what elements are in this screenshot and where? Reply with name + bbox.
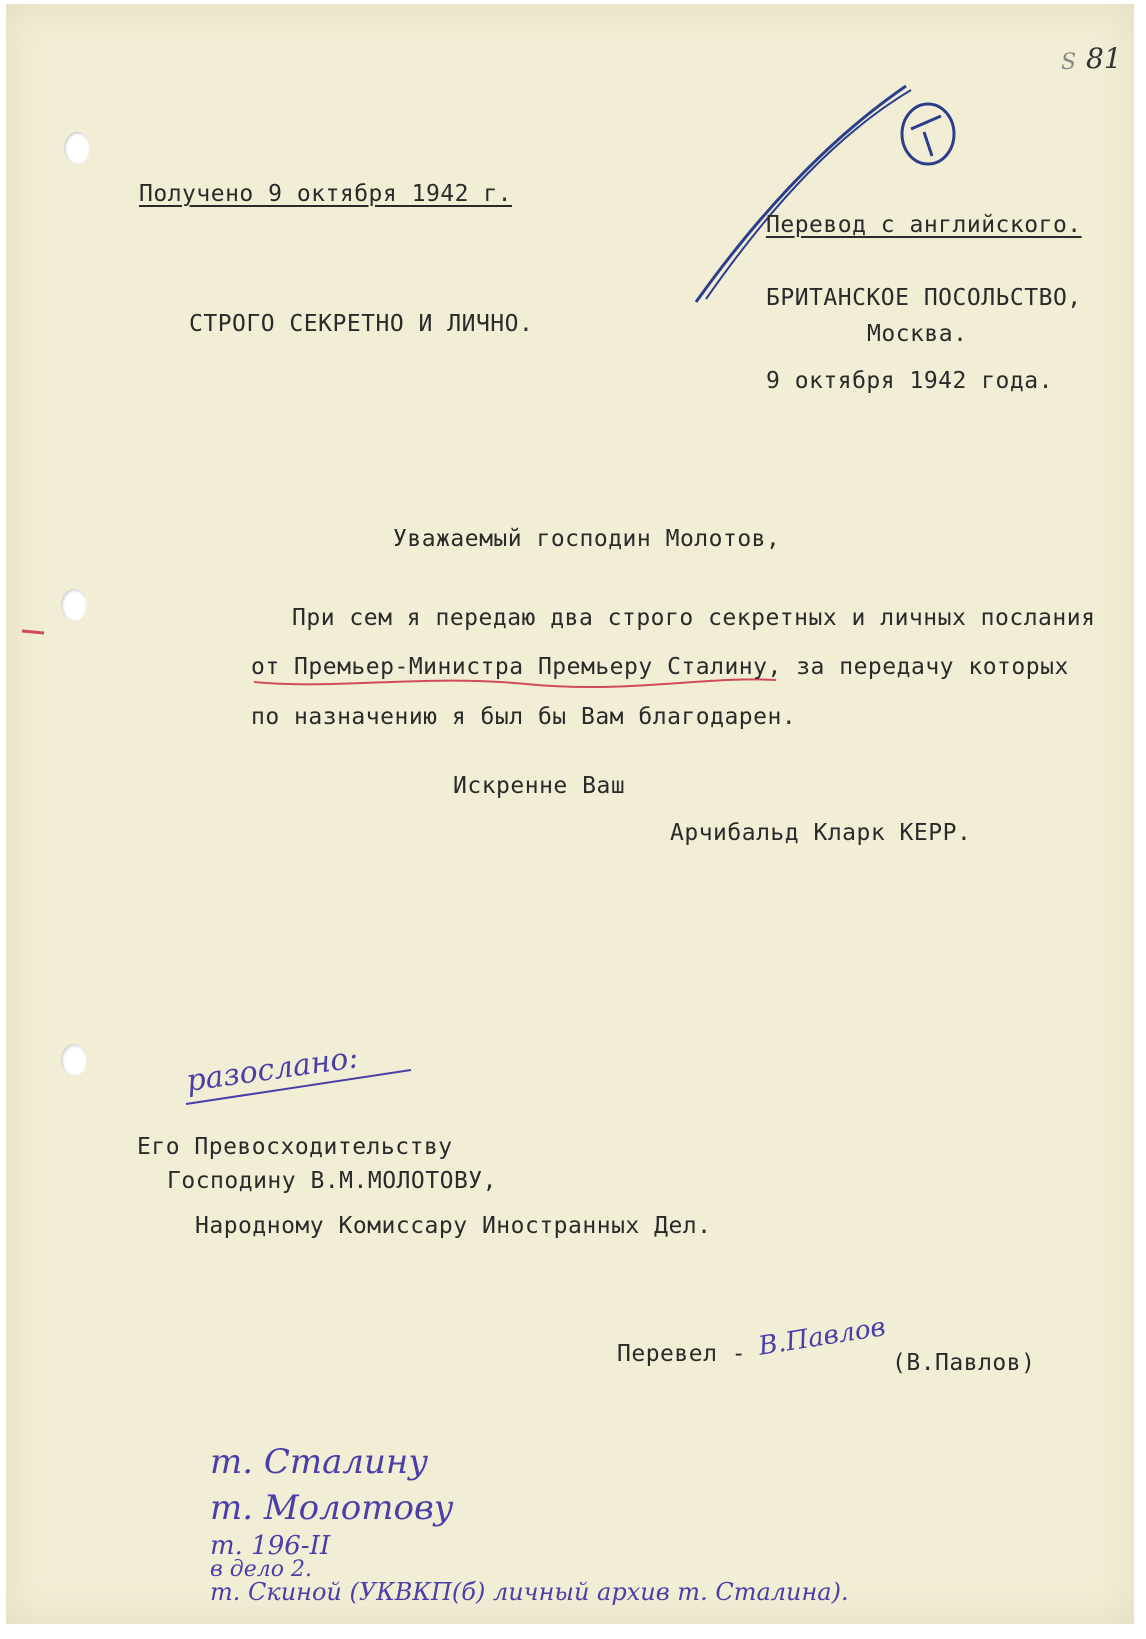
sender-city: Москва. bbox=[867, 321, 968, 347]
translator-label: Перевел - bbox=[617, 1341, 747, 1367]
received-stamp-text: Получено 9 октября 1942 г. bbox=[139, 181, 513, 207]
body-line-2: от Премьер-Министра Премьеру Сталину, за передачу которых bbox=[251, 654, 1069, 680]
translator-signature: В.Павлов bbox=[756, 1312, 888, 1362]
distribution-line-1: т. Сталину bbox=[210, 1442, 429, 1482]
page-number: 81 bbox=[1086, 42, 1122, 75]
red-underline-icon bbox=[254, 679, 776, 687]
addressee-line-1: Его Превосходительству bbox=[137, 1134, 453, 1160]
corner-mark: S bbox=[1061, 50, 1077, 75]
distribution-line-5: т. Скиной (УКВКП(б) личный архив т. Сталина). bbox=[210, 1578, 849, 1606]
salutation: Уважаемый господин Молотов, bbox=[393, 526, 781, 552]
classification: СТРОГО СЕКРЕТНО И ЛИЧНО. bbox=[189, 311, 534, 337]
addressee-line-3: Народному Комиссару Иностранных Дел. bbox=[195, 1213, 712, 1239]
distribution-line-2: т. Молотову bbox=[210, 1488, 454, 1528]
document-page bbox=[6, 4, 1134, 1624]
red-margin-mark-icon bbox=[22, 631, 44, 633]
circled-mark-icon bbox=[902, 104, 954, 164]
translation-note: Перевод с английского. bbox=[766, 212, 1082, 238]
distribution-line-4: в дело 2. bbox=[210, 1557, 312, 1582]
distribution-line-3: т. 196-II bbox=[210, 1531, 331, 1561]
sender-signature: Арчибальд Кларк КЕРР. bbox=[670, 820, 972, 846]
sender-organization: БРИТАНСКОЕ ПОСОЛЬСТВО, bbox=[766, 285, 1082, 311]
translator-name: (В.Павлов) bbox=[892, 1350, 1036, 1376]
distribution-heading: разослано: bbox=[184, 1040, 361, 1099]
closing: Искренне Ваш bbox=[453, 773, 626, 799]
letter-date: 9 октября 1942 года. bbox=[766, 368, 1053, 394]
addressee-line-2: Господину В.М.МОЛОТОВУ, bbox=[167, 1168, 497, 1194]
blue-pencil-marks bbox=[6, 4, 1134, 1624]
body-line-1: При сем я передаю два строго секретных и личных послания bbox=[292, 605, 1096, 631]
body-line-3: по назначению я был бы Вам благодарен. bbox=[251, 704, 797, 730]
